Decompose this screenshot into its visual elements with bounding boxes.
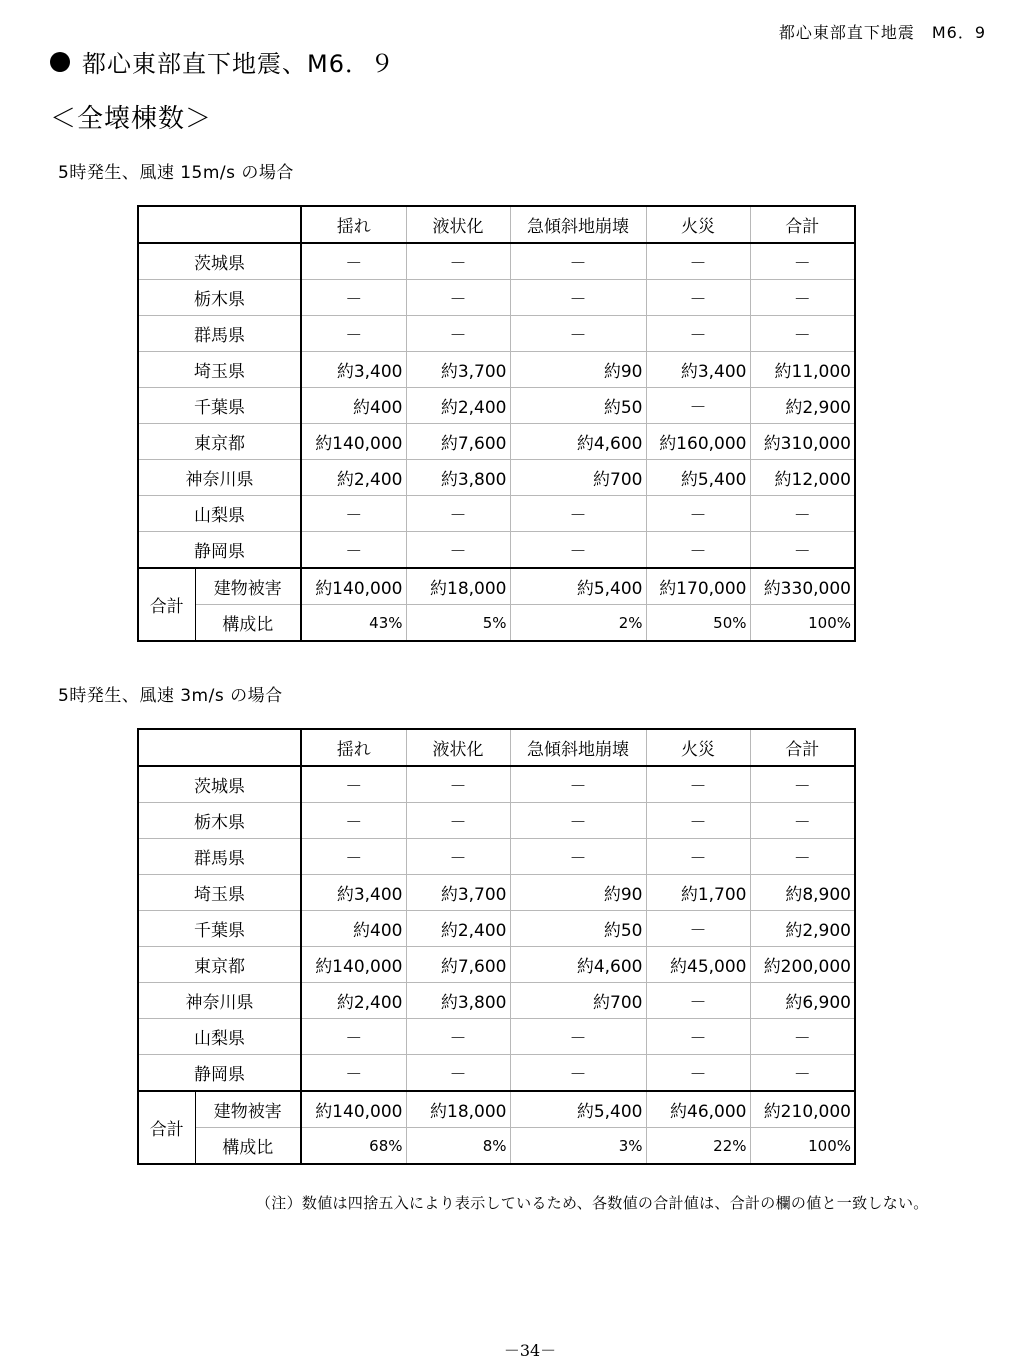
- value-cell: －: [406, 1019, 510, 1055]
- total-row: [138, 1091, 855, 1128]
- prefecture-cell: 群馬県: [138, 316, 301, 352]
- value-cell: －: [646, 496, 750, 532]
- header-row: [138, 206, 855, 243]
- column-header: 急傾斜地崩壊: [510, 729, 646, 766]
- table-row: [138, 983, 855, 1019]
- prefecture-cell: 東京都: [138, 947, 301, 983]
- total-value: 約140,000: [301, 568, 406, 605]
- table-row: [138, 460, 855, 496]
- value-cell: 約3,800: [406, 460, 510, 496]
- value-cell: 約4,600: [510, 424, 646, 460]
- ratio-row: [138, 605, 855, 642]
- ratio-value: 3%: [510, 1128, 646, 1165]
- value-cell: －: [406, 803, 510, 839]
- value-cell: 約310,000: [750, 424, 855, 460]
- value-cell: －: [750, 316, 855, 352]
- value-cell: 約5,400: [646, 460, 750, 496]
- value-cell: 約400: [301, 911, 406, 947]
- column-header: 揺れ: [301, 206, 406, 243]
- value-cell: －: [301, 496, 406, 532]
- table-caption: 5時発生、風速 15m/s の場合: [58, 163, 294, 183]
- page-number: －34－: [503, 1341, 557, 1360]
- column-header: 合計: [750, 206, 855, 243]
- value-cell: 約3,800: [406, 983, 510, 1019]
- value-cell: －: [646, 911, 750, 947]
- value-cell: －: [750, 766, 855, 803]
- value-cell: －: [510, 280, 646, 316]
- ratio-value: 68%: [301, 1128, 406, 1165]
- value-cell: －: [510, 839, 646, 875]
- total-value: 約330,000: [750, 568, 855, 605]
- value-cell: 約3,400: [646, 352, 750, 388]
- table-row: [138, 803, 855, 839]
- value-cell: －: [406, 316, 510, 352]
- value-cell: 約6,900: [750, 983, 855, 1019]
- value-cell: －: [646, 280, 750, 316]
- page-title-text: 都心東部直下地震、M6．９: [82, 50, 395, 78]
- value-cell: －: [646, 532, 750, 569]
- value-cell: －: [646, 243, 750, 280]
- value-cell: －: [301, 316, 406, 352]
- total-value: 約210,000: [750, 1091, 855, 1128]
- total-label: 合計: [138, 1091, 195, 1164]
- value-cell: 約50: [510, 388, 646, 424]
- value-cell: 約2,900: [750, 911, 855, 947]
- value-cell: －: [510, 316, 646, 352]
- value-cell: －: [510, 1019, 646, 1055]
- value-cell: 約45,000: [646, 947, 750, 983]
- value-cell: －: [301, 803, 406, 839]
- ratio-value: 43%: [301, 605, 406, 642]
- total-sublabel: 建物被害: [195, 1091, 301, 1128]
- prefecture-cell: 静岡県: [138, 532, 301, 569]
- column-header: 急傾斜地崩壊: [510, 206, 646, 243]
- table-row: [138, 875, 855, 911]
- value-cell: －: [301, 766, 406, 803]
- column-header: 合計: [750, 729, 855, 766]
- column-header: 火災: [646, 729, 750, 766]
- value-cell: 約2,400: [406, 911, 510, 947]
- column-header: 液状化: [406, 206, 510, 243]
- value-cell: 約3,400: [301, 875, 406, 911]
- value-cell: －: [750, 839, 855, 875]
- value-cell: －: [646, 1019, 750, 1055]
- ratio-value: 50%: [646, 605, 750, 642]
- prefecture-cell: 神奈川県: [138, 460, 301, 496]
- value-cell: 約7,600: [406, 424, 510, 460]
- ratio-sublabel: 構成比: [195, 605, 301, 642]
- value-cell: 約2,400: [406, 388, 510, 424]
- value-cell: 約140,000: [301, 947, 406, 983]
- value-cell: 約200,000: [750, 947, 855, 983]
- total-row: [138, 568, 855, 605]
- prefecture-cell: 静岡県: [138, 1055, 301, 1092]
- value-cell: －: [750, 280, 855, 316]
- prefecture-cell: 群馬県: [138, 839, 301, 875]
- corner-cell: [138, 206, 301, 243]
- value-cell: －: [750, 803, 855, 839]
- value-cell: 約12,000: [750, 460, 855, 496]
- value-cell: 約160,000: [646, 424, 750, 460]
- ratio-value: 100%: [750, 1128, 855, 1165]
- value-cell: －: [406, 839, 510, 875]
- table-row: [138, 911, 855, 947]
- value-cell: －: [646, 803, 750, 839]
- total-value: 約18,000: [406, 568, 510, 605]
- value-cell: 約4,600: [510, 947, 646, 983]
- value-cell: －: [646, 983, 750, 1019]
- value-cell: 約8,900: [750, 875, 855, 911]
- value-cell: －: [406, 280, 510, 316]
- ratio-value: 100%: [750, 605, 855, 642]
- value-cell: －: [406, 532, 510, 569]
- value-cell: 約400: [301, 388, 406, 424]
- value-cell: 約7,600: [406, 947, 510, 983]
- value-cell: －: [510, 1055, 646, 1092]
- value-cell: 約700: [510, 983, 646, 1019]
- ratio-value: 8%: [406, 1128, 510, 1165]
- page-title: [50, 44, 395, 79]
- value-cell: －: [646, 388, 750, 424]
- value-cell: 約50: [510, 911, 646, 947]
- total-value: 約170,000: [646, 568, 750, 605]
- prefecture-cell: 東京都: [138, 424, 301, 460]
- table-caption: 5時発生、風速 3m/s の場合: [58, 686, 283, 706]
- table-row: [138, 766, 855, 803]
- value-cell: 約140,000: [301, 424, 406, 460]
- prefecture-cell: 山梨県: [138, 496, 301, 532]
- value-cell: －: [510, 766, 646, 803]
- prefecture-cell: 栃木県: [138, 803, 301, 839]
- table-row: [138, 496, 855, 532]
- ratio-value: 2%: [510, 605, 646, 642]
- value-cell: －: [406, 496, 510, 532]
- value-cell: －: [646, 1055, 750, 1092]
- value-cell: －: [750, 243, 855, 280]
- value-cell: －: [406, 1055, 510, 1092]
- total-value: 約46,000: [646, 1091, 750, 1128]
- value-cell: －: [510, 496, 646, 532]
- value-cell: －: [301, 1055, 406, 1092]
- column-header: 揺れ: [301, 729, 406, 766]
- value-cell: 約1,700: [646, 875, 750, 911]
- table-row: [138, 424, 855, 460]
- value-cell: －: [646, 766, 750, 803]
- value-cell: －: [750, 532, 855, 569]
- footnote: （注）数値は四捨五入により表示しているため、各数値の合計値は、合計の欄の値と一致しない。: [256, 1194, 929, 1212]
- table-row: [138, 839, 855, 875]
- value-cell: －: [510, 243, 646, 280]
- value-cell: －: [510, 803, 646, 839]
- bullet-icon: [50, 52, 70, 72]
- total-label: 合計: [138, 568, 195, 641]
- corner-cell: [138, 729, 301, 766]
- total-value: 約18,000: [406, 1091, 510, 1128]
- value-cell: －: [301, 243, 406, 280]
- total-sublabel: 建物被害: [195, 568, 301, 605]
- value-cell: －: [750, 496, 855, 532]
- value-cell: －: [406, 243, 510, 280]
- value-cell: 約90: [510, 875, 646, 911]
- total-value: 約5,400: [510, 568, 646, 605]
- value-cell: 約3,400: [301, 352, 406, 388]
- ratio-value: 5%: [406, 605, 510, 642]
- value-cell: 約11,000: [750, 352, 855, 388]
- prefecture-cell: 埼玉県: [138, 352, 301, 388]
- running-head: 都心東部直下地震 M6．9: [778, 23, 986, 42]
- value-cell: 約3,700: [406, 352, 510, 388]
- table-row: [138, 947, 855, 983]
- prefecture-cell: 栃木県: [138, 280, 301, 316]
- value-cell: 約700: [510, 460, 646, 496]
- damage-table: [137, 205, 856, 642]
- table-row: [138, 280, 855, 316]
- value-cell: －: [646, 839, 750, 875]
- value-cell: －: [301, 839, 406, 875]
- prefecture-cell: 神奈川県: [138, 983, 301, 1019]
- table-row: [138, 243, 855, 280]
- prefecture-cell: 山梨県: [138, 1019, 301, 1055]
- prefecture-cell: 千葉県: [138, 911, 301, 947]
- header-row: [138, 729, 855, 766]
- total-value: 約5,400: [510, 1091, 646, 1128]
- value-cell: 約2,400: [301, 983, 406, 1019]
- section-title: ＜全壊棟数＞: [50, 104, 213, 134]
- value-cell: 約2,900: [750, 388, 855, 424]
- prefecture-cell: 茨城県: [138, 766, 301, 803]
- column-header: 火災: [646, 206, 750, 243]
- value-cell: －: [406, 766, 510, 803]
- damage-table: [137, 728, 856, 1165]
- ratio-row: [138, 1128, 855, 1165]
- value-cell: 約2,400: [301, 460, 406, 496]
- total-value: 約140,000: [301, 1091, 406, 1128]
- value-cell: 約3,700: [406, 875, 510, 911]
- prefecture-cell: 茨城県: [138, 243, 301, 280]
- table-row: [138, 1019, 855, 1055]
- value-cell: －: [750, 1019, 855, 1055]
- value-cell: －: [510, 532, 646, 569]
- prefecture-cell: 千葉県: [138, 388, 301, 424]
- value-cell: －: [646, 316, 750, 352]
- ratio-sublabel: 構成比: [195, 1128, 301, 1165]
- table-row: [138, 316, 855, 352]
- table-row: [138, 1055, 855, 1092]
- value-cell: －: [301, 280, 406, 316]
- column-header: 液状化: [406, 729, 510, 766]
- prefecture-cell: 埼玉県: [138, 875, 301, 911]
- ratio-value: 22%: [646, 1128, 750, 1165]
- value-cell: －: [301, 532, 406, 569]
- value-cell: －: [301, 1019, 406, 1055]
- table-row: [138, 388, 855, 424]
- table-row: [138, 352, 855, 388]
- value-cell: －: [750, 1055, 855, 1092]
- table-row: [138, 532, 855, 569]
- value-cell: 約90: [510, 352, 646, 388]
